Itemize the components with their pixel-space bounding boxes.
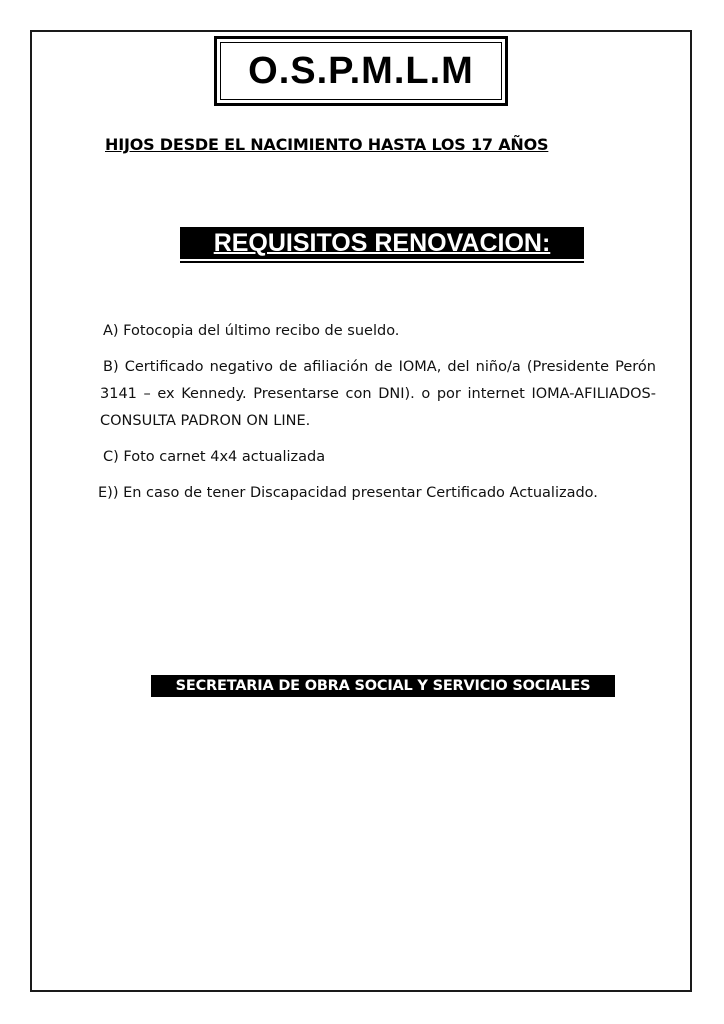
requirement-item-e: E)) En caso de tener Discapacidad presentar Certificado Actualizado. [98, 485, 598, 501]
title-box [214, 36, 508, 106]
requirements-list [100, 318, 656, 516]
section-heading-underline [180, 261, 584, 263]
section-heading: REQUISITOS RENOVACION: [180, 227, 584, 259]
requirement-item-b: B) Certificado negativo de afiliación de IOMA, del niño/a (Presidente Perón 3141 – ex Kennedy. Presentarse con DNI). o por internet IOMA-AFILIADOS- CONSULTA PADRON ON LINE. [100, 359, 656, 429]
requirement-item-c: C) Foto carnet 4x4 actualizada [103, 449, 326, 465]
document-title: O.S.P.M.L.M [248, 50, 474, 92]
requirement-item-a: A) Fotocopia del último recibo de sueldo. [103, 323, 400, 339]
footer-banner: SECRETARIA DE OBRA SOCIAL Y SERVICIO SOCIALES [151, 675, 615, 697]
document-subtitle: HIJOS DESDE EL NACIMIENTO HASTA LOS 17 AÑOS [105, 135, 549, 154]
